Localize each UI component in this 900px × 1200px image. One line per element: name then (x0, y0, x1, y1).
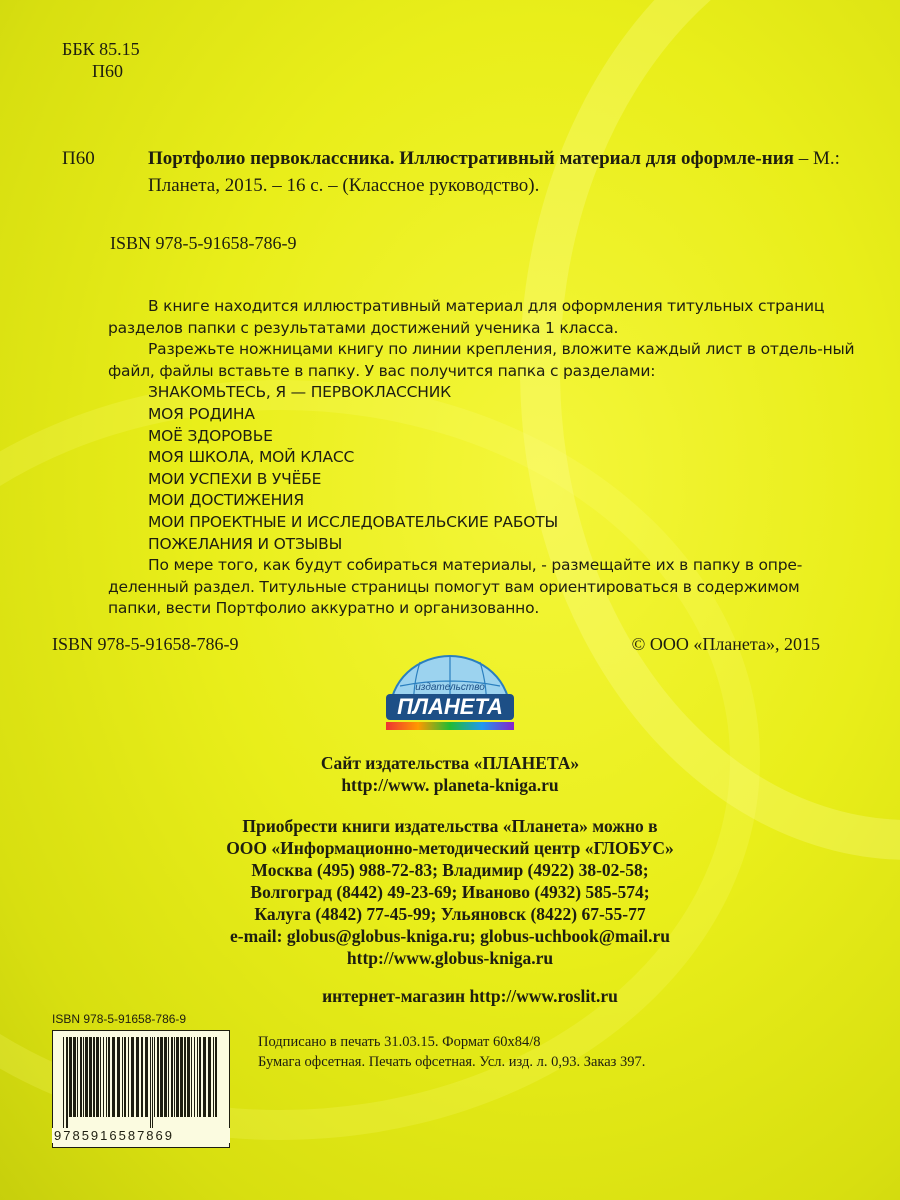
barcode-stripe (93, 1037, 95, 1117)
publisher-logo (376, 650, 524, 740)
barcode-isbn: ISBN 978-5-91658-786-9 (52, 1012, 187, 1026)
distributor-line: Волгоград (8442) 49-23-69; Иваново (4932) 585-574; (250, 882, 650, 902)
barcode-stripe (136, 1037, 139, 1117)
barcode-stripe (160, 1037, 163, 1117)
svg-text:издательство: издательство (415, 682, 485, 693)
section-item: МОЁ ЗДОРОВЬЕ (148, 426, 273, 445)
distributor-line: http://www.globus-kniga.ru (346, 948, 554, 968)
barcode-stripe (122, 1037, 123, 1117)
distributor-line: Москва (495) 988-72-83; Владимир (4922) 38-02-58; (251, 860, 649, 880)
barcode-icon (61, 1037, 221, 1133)
barcode-stripe (117, 1037, 120, 1117)
annotation (108, 296, 856, 620)
author-mark: П60 (92, 61, 123, 81)
barcode-stripe (106, 1037, 107, 1117)
barcode-stripe (69, 1037, 72, 1117)
barcode-stripe (66, 1037, 68, 1133)
publisher-site (0, 752, 900, 796)
barcode-stripe (124, 1037, 126, 1117)
distributor-line: Приобрести книги издательства «Планета» можно в (242, 816, 658, 836)
bibliographic-entry (62, 145, 862, 199)
annotation-paragraph: Разрежьте ножницами книгу по линии крепления, вложите каждый лист в отдель-ный файл, файлы вставьте в папку. У вас получится папка с разделами: (108, 340, 855, 380)
barcode-stripe (174, 1037, 175, 1117)
barcode-stripe (150, 1037, 151, 1133)
barcode-stripe (73, 1037, 76, 1117)
barcode-stripe (131, 1037, 134, 1117)
distributor-line: e-mail: globus@globus-kniga.ru; globus-uchbook@mail.ru (229, 926, 670, 946)
barcode-stripe (141, 1037, 143, 1117)
print-line: Подписано в печать 31.03.15. Формат 60х84/8 (258, 1034, 541, 1050)
bbk-index (62, 38, 140, 82)
isbn-bottom: ISBN 978-5-91658-786-9 (52, 634, 239, 654)
site-url: http://www. planeta-kniga.ru (341, 775, 559, 795)
print-line: Бумага офсетная. Печать офсетная. Усл. изд. л. 0,93. Заказ 397. (258, 1054, 646, 1070)
barcode-stripe (77, 1037, 78, 1117)
section-item: МОИ ПРОЕКТНЫЕ И ИССЛЕДОВАТЕЛЬСКИЕ РАБОТЫ (148, 512, 558, 531)
distributor-line: ООО «Информационно-методический центр «ГЛОБУС» (226, 838, 674, 858)
barcode-stripe (180, 1037, 183, 1117)
distributor-info (0, 815, 900, 969)
barcode-stripe (168, 1037, 169, 1117)
barcode-stripe (112, 1037, 115, 1117)
barcode-stripe (213, 1037, 214, 1117)
print-info (258, 1032, 645, 1072)
barcode-stripe (154, 1037, 155, 1117)
barcode-stripe (108, 1037, 110, 1117)
section-item: ПОЖЕЛАНИЯ И ОТЗЫВЫ (148, 534, 343, 553)
barcode-stripe (203, 1037, 206, 1117)
section-item: МОЯ РОДИНА (148, 404, 255, 423)
barcode-stripe (83, 1037, 84, 1117)
copyright: © ООО «Планета», 2015 (631, 634, 820, 654)
barcode-stripe (128, 1037, 129, 1117)
barcode-stripe (89, 1037, 92, 1117)
isbn-top: ISBN 978-5-91658-786-9 (110, 233, 297, 253)
annotation-paragraph: По мере того, как будут собираться материалы, - размещайте их в папку в опре-деленный раздел. Титульные страницы помогут вам ориентироваться в содержимом папки, вести Портфолио аккуратно и организованно. (108, 556, 803, 618)
barcode (52, 1012, 230, 1143)
entry-text (148, 145, 862, 199)
entry-code: П60 (62, 148, 95, 169)
barcode-stripe (191, 1037, 192, 1117)
section-item: МОИ ДОСТИЖЕНИЯ (148, 491, 304, 510)
barcode-stripe (145, 1037, 148, 1117)
bbk-code: ББК 85.15 (62, 39, 140, 59)
barcode-stripe (85, 1037, 88, 1117)
barcode-stripe (152, 1037, 153, 1133)
online-shop: интернет-магазин http://www.roslit.ru (322, 986, 618, 1006)
site-label: Сайт издательства «ПЛАНЕТА» (320, 753, 580, 773)
entry-title: Портфолио первоклассника. Иллюстративный материал для оформле-ния (148, 148, 794, 169)
barcode-stripe (100, 1037, 101, 1117)
barcode-stripe (208, 1037, 211, 1117)
svg-text:ПЛАНЕТА: ПЛАНЕТА (397, 694, 503, 719)
barcode-stripe (171, 1037, 173, 1117)
section-item: ЗНАКОМЬТЕСЬ, Я — ПЕРВОКЛАССНИК (148, 383, 451, 402)
barcode-stripe (164, 1037, 167, 1117)
entry-details: – М.: Планета, 2015. – 16 с. – (Классное руководство). (148, 148, 840, 196)
distributor-line: Калуга (4842) 77-45-99; Ульяновск (8422) 67-55-77 (254, 904, 646, 924)
barcode-stripe (176, 1037, 179, 1117)
barcode-stripe (157, 1037, 159, 1117)
barcode-stripe (184, 1037, 186, 1117)
barcode-stripe (96, 1037, 99, 1117)
annotation-paragraph: В книге находится иллюстративный материал для оформления титульных страниц разделов папки с результатами достижений ученика 1 класса. (108, 297, 825, 337)
section-item: МОЯ ШКОЛА, МОЙ КЛАСС (148, 448, 355, 467)
barcode-stripe (215, 1037, 217, 1117)
globe-icon (376, 650, 524, 740)
barcode-stripe (199, 1037, 201, 1117)
barcode-stripe (197, 1037, 198, 1117)
barcode-stripe (63, 1037, 64, 1133)
barcode-stripe (194, 1037, 195, 1117)
barcode-stripe (80, 1037, 82, 1117)
barcode-stripe (103, 1037, 104, 1117)
barcode-digits: 9785916587869 (52, 1128, 230, 1143)
barcode-stripe (187, 1037, 190, 1117)
sections-list (108, 382, 856, 555)
section-item: МОИ УСПЕХИ В УЧЁБЕ (148, 469, 322, 488)
